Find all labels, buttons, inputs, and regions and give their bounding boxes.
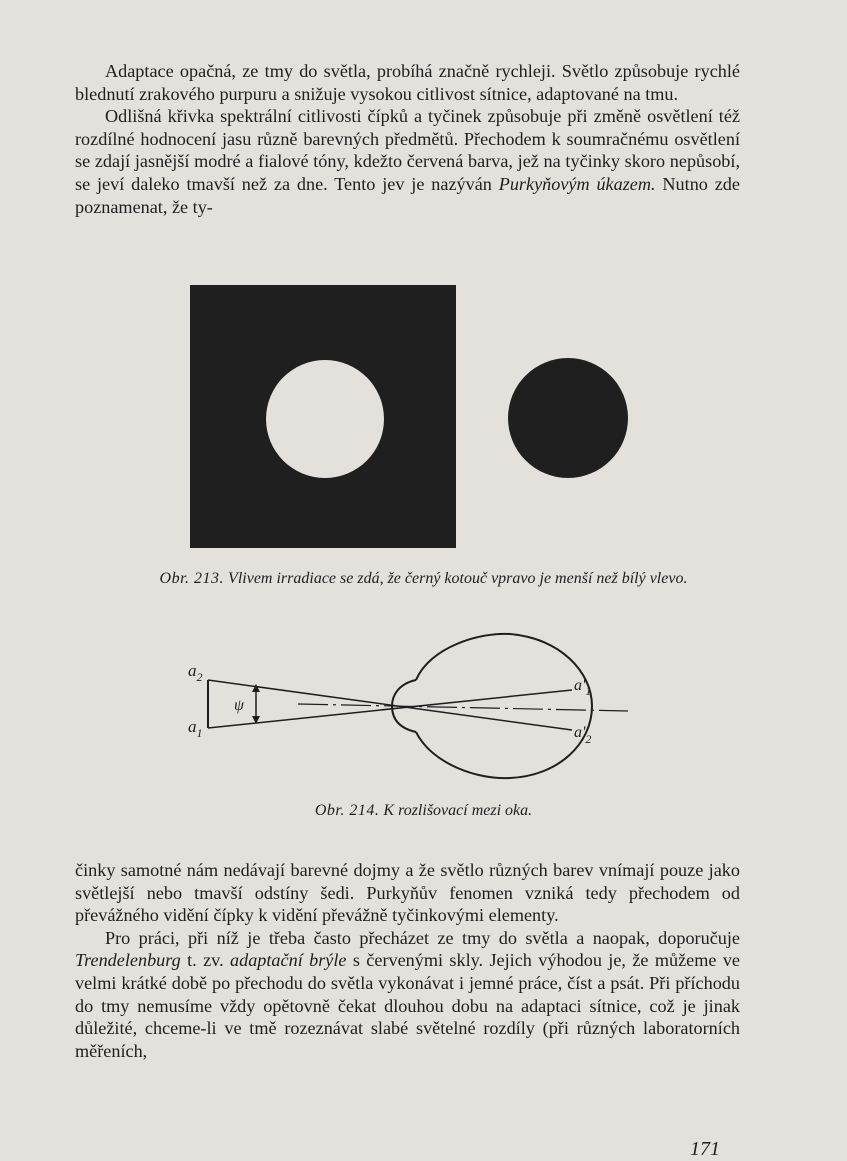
- purkinje-term: Purkyňovým úkazem.: [498, 173, 656, 194]
- figure-213-caption-label: Obr. 213.: [159, 570, 225, 587]
- figure-214-caption-label: Obr. 214.: [314, 802, 380, 819]
- term-adaptation-goggles: adaptační brýle: [230, 950, 347, 971]
- text-block-bottom: [75, 859, 740, 1062]
- paragraph-purkinje-part1: Odlišná křivka spektrální citlivosti čípků a tyčinek způsobuje při změně osvětlení též rozdílné hodnocení jasu různě barevných předmětů. Přechodem k soumračnému osvětlení se zdají jasnější modré a fialové tóny, kdežto červená barva, jež na tyčinky skoro nepůsobí, se jeví daleko tmavší než za dne. Tento jev je nazýván: [75, 106, 740, 194]
- label-a2: $a_2$: [188, 661, 203, 684]
- figure-213-caption: [60, 570, 787, 588]
- paragraph-goggles-part1: Pro práci, při níž je třeba často přecházet ze tmy do světla a naopak, doporučuje: [105, 927, 740, 948]
- page-number: 171: [690, 1138, 720, 1160]
- figure-213-irradiation: [190, 285, 640, 550]
- white-disc: [266, 360, 384, 478]
- paragraph-rods: činky samotné nám nedávají barevné dojmy a že světlo různých barev vnímají pouze jako světlejší nebo tmavší odstíny šedi. Purkyňův fenomen vzniká tedy přechodem od převážného vidění čípky k vidění převážně tyčinkovými elementy.: [75, 860, 740, 926]
- label-psi: ψ: [234, 697, 244, 714]
- optical-axis: [298, 704, 628, 711]
- figure-213-caption-text: Vlivem irradiace se zdá, že černý kotouč vpravo je menší než bílý vlevo.: [228, 570, 688, 587]
- arrow-up: [252, 684, 260, 692]
- figure-214-caption: [60, 802, 787, 820]
- text-block-top: [75, 60, 740, 218]
- label-a2-prime: $a'_2$: [574, 724, 592, 746]
- eyeball-outline: [416, 634, 592, 778]
- author-trendelenburg: Trendelenburg: [75, 950, 181, 971]
- figure-214-caption-text: K rozlišovací mezi oka.: [383, 802, 533, 819]
- black-square: [190, 285, 456, 548]
- eye-diagram: [180, 632, 640, 782]
- paragraph-goggles-part3: s červenými skly. Jejich výhodou je, že můžeme ve velmi krátké době po přechodu do světla vykonávat i jemné práce, číst a psát. Při příchodu do tmy nemusíme vždy opětovně čekat dlouhou dobu na adaptaci sítnice, což je jinak důležité, chceme-li ve tmě rozeznávat slabé světelné rozdíly (při různých laboratorních měřeních,: [75, 950, 740, 1061]
- paragraph-adaptation-goggles: [75, 927, 740, 1063]
- label-a1: $a_1$: [188, 717, 203, 740]
- figure-214-eye-resolution: [180, 632, 640, 782]
- paragraph-goggles-part2: t. zv.: [180, 950, 230, 971]
- black-disc: [508, 358, 628, 478]
- label-a1-prime: $a'_1$: [574, 677, 592, 698]
- paragraph-adaptation: Adaptace opačná, ze tmy do světla, probíhá značně rychleji. Světlo způsobuje rychlé blednutí zrakového purpuru a snižuje vysokou citlivost sítnice, adaptované na tmu.: [75, 61, 740, 104]
- paragraph-purkinje: [75, 105, 740, 218]
- paragraph-purkinje-part2: Nutno zde poznamenat, že ty-: [75, 173, 740, 217]
